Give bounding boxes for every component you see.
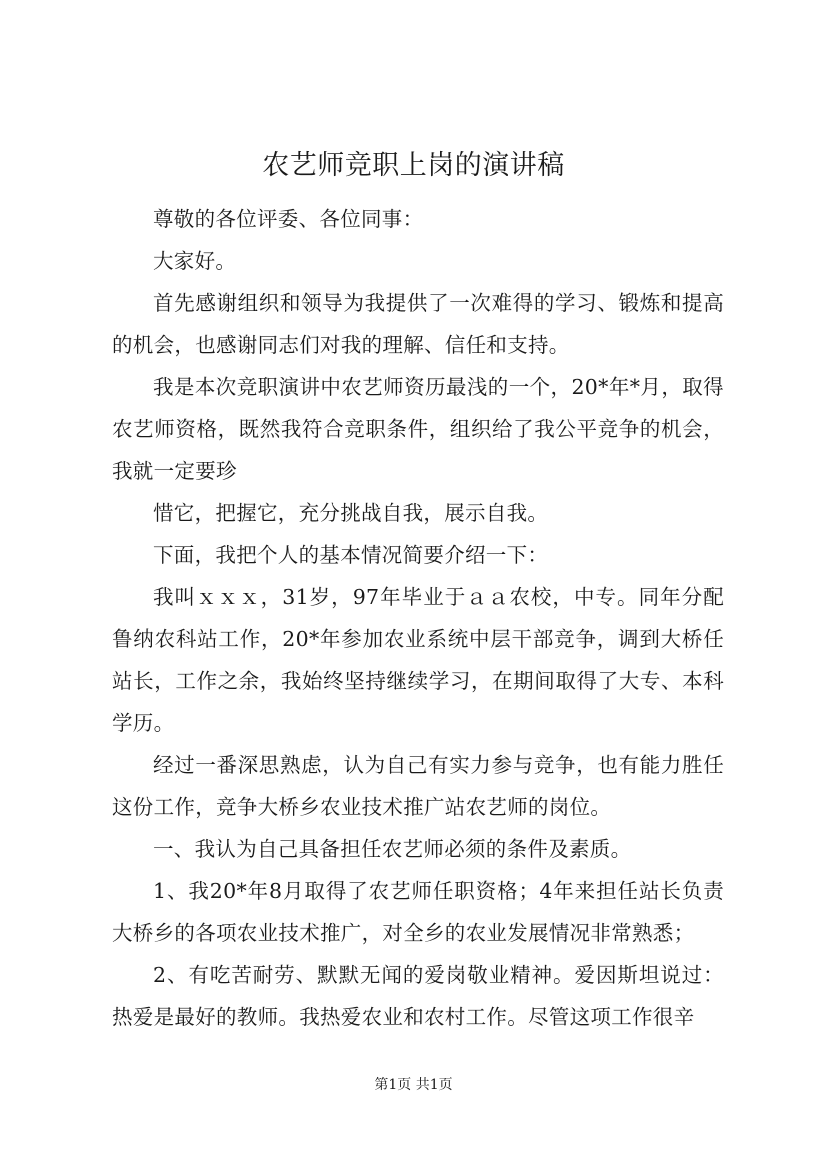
paragraph-greeting: 大家好。 xyxy=(153,249,237,273)
document-title: 农艺师竞职上岗的演讲稿 xyxy=(262,150,565,181)
paragraph: 2、有吃苦耐劳、默默无闻的爱岗敬业精神。爱因斯坦说过：热爱是最好的教师。我热爱农业和农村工作。尽管这项工作很辛 xyxy=(112,963,724,1029)
paragraph: 下面，我把个人的基本情况简要介绍一下： xyxy=(153,543,549,567)
document-body xyxy=(112,198,724,1038)
paragraph: 我是本次竞职演讲中农艺师资历最浅的一个，20*年*月，取得农艺师资格，既然我符合竞职条件，组织给了我公平竞争的机会，我就一定要珍 xyxy=(112,375,724,483)
paragraph-salutation: 尊敬的各位评委、各位同事： xyxy=(153,207,424,231)
page-number-footer: 第1页 共1页 xyxy=(374,1077,453,1093)
paragraph: 1、我20*年8月取得了农艺师任职资格；4年来担任站长负责大桥乡的各项农业技术推广，对全乡的农业发展情况非常熟悉； xyxy=(112,879,724,945)
paragraph: 我叫ｘｘｘ，31岁，97年毕业于ａａ农校，中专。同年分配鲁纳农科站工作，20*年参加农业系统中层干部竞争，调到大桥任站长，工作之余，我始终坚持继续学习，在期间取得了大专、本科学历。 xyxy=(112,585,724,735)
paragraph: 惜它，把握它，充分挑战自我，展示自我。 xyxy=(153,501,549,525)
paragraph: 首先感谢组织和领导为我提供了一次难得的学习、锻炼和提高的机会，也感谢同志们对我的理解、信任和支持。 xyxy=(112,291,724,357)
section-heading: 一、我认为自己具备担任农艺师必须的条件及素质。 xyxy=(153,837,632,861)
paragraph: 经过一番深思熟虑，认为自己有实力参与竞争，也有能力胜任这份工作，竞争大桥乡农业技术推广站农艺师的岗位。 xyxy=(112,753,724,819)
